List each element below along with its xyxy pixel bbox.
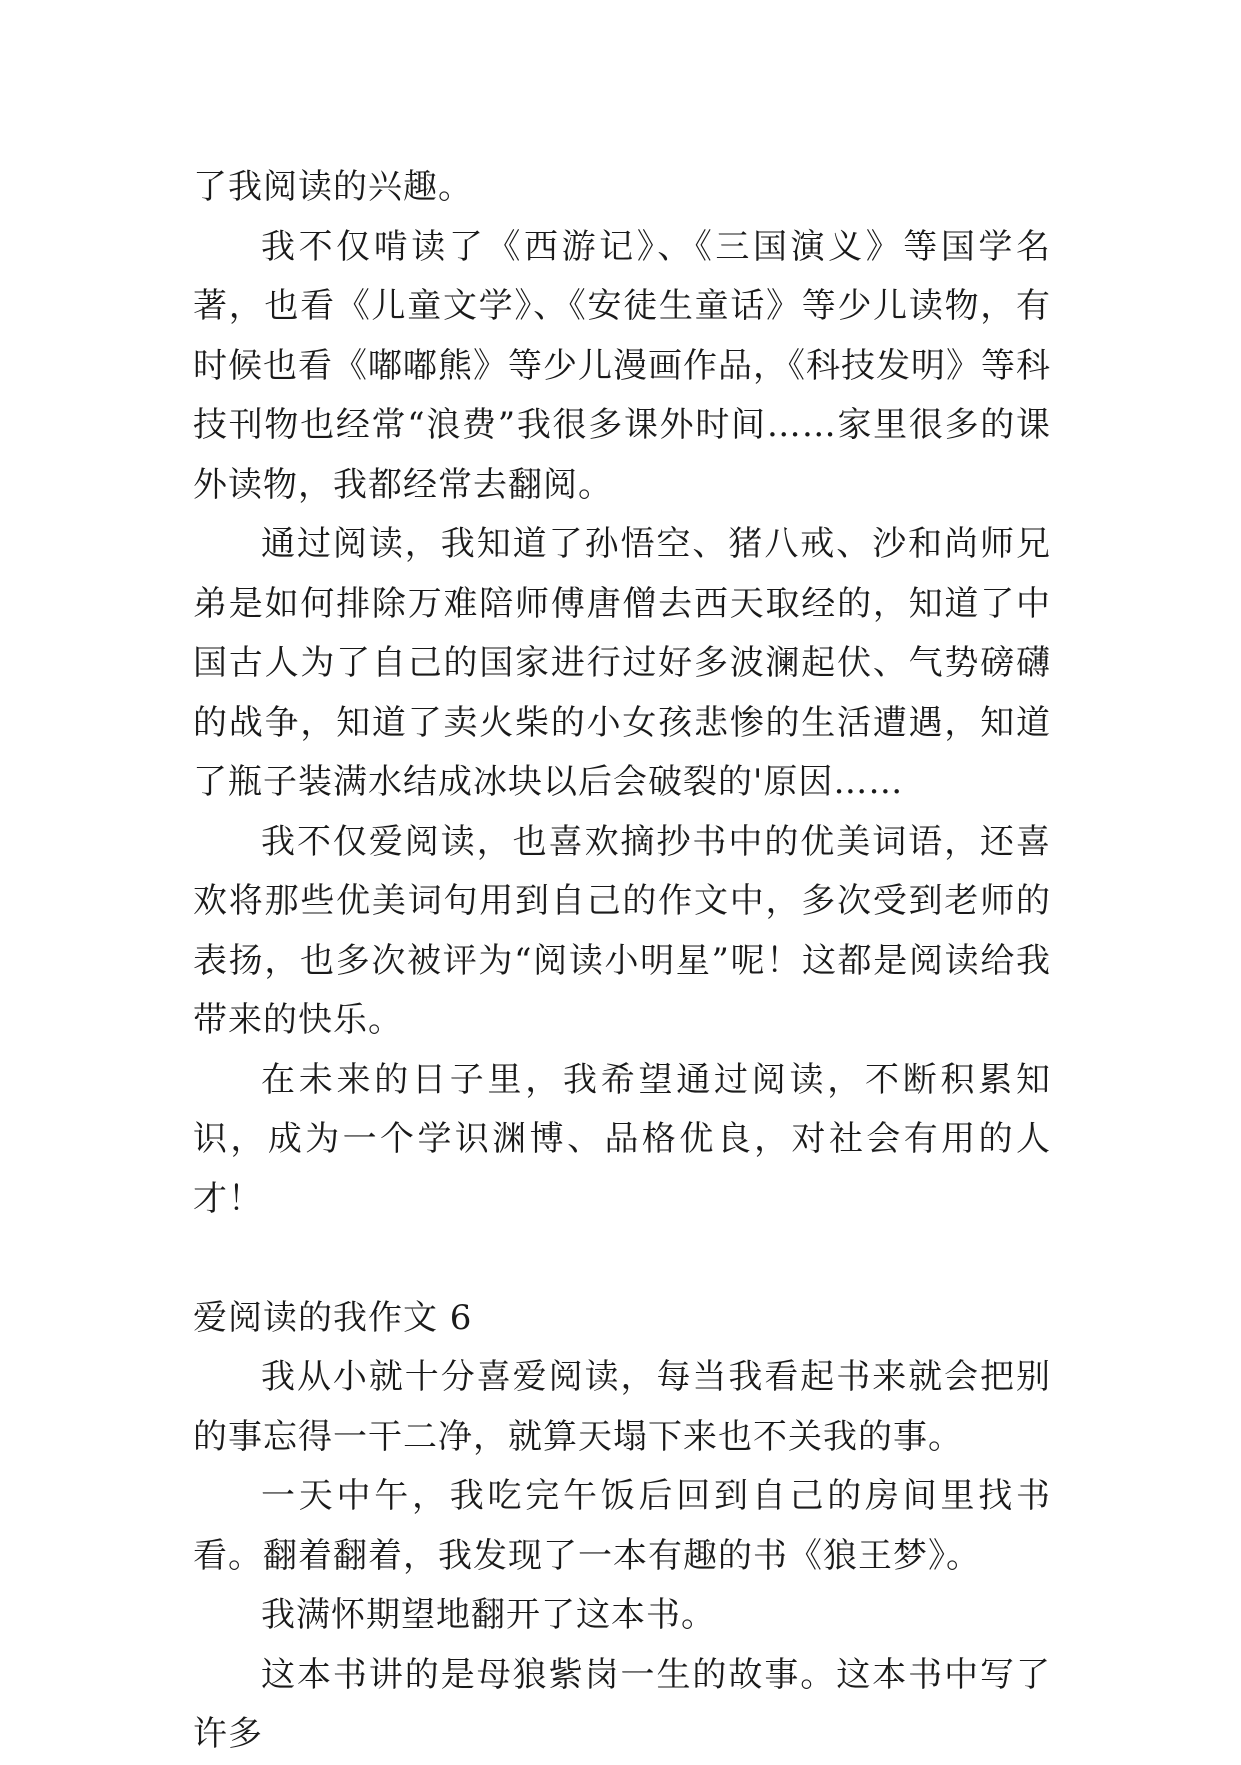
blank-line <box>193 1229 1051 1289</box>
paragraph: 我不仅爱阅读，也喜欢摘抄书中的优美词语，还喜欢将那些优美词句用到自己的作文中，多次受到老师的表扬，也多次被评为“阅读小明星”呢！这都是阅读给我带来的快乐。 <box>193 821 1051 1040</box>
paragraph: 我不仅啃读了《西游记》、《三国演义》等国学名著，也看《儿童文学》、《安徒生童话》等少儿读物，有时候也看《嘟嘟熊》等少儿漫画作品，《科技发明》等科技刊物也经常“浪费”我很多课外时间……家里很多的课外读物，我都经常去翻阅。 <box>193 226 1051 505</box>
paragraph: 我从小就十分喜爱阅读，每当我看起书来就会把别的事忘得一干二净，就算天塌下来也不关我的事。 <box>193 1357 1051 1457</box>
paragraph: 通过阅读，我知道了孙悟空、猪八戒、沙和尚师兄弟是如何排除万难陪师傅唐僧去西天取经的，知道了中国古人为了自己的国家进行过好多波澜起伏、气势磅礴的战争，知道了卖火柴的小女孩悲惨的生活遭遇，知道了瓶子装满水结成冰块以后会破裂的'原因…… <box>193 524 1051 802</box>
paragraph: 一天中午，我吃完午饭后回到自己的房间里找书看。翻着翻着，我发现了一本有趣的书《狼王梦》。 <box>193 1476 1051 1576</box>
paragraph: 我满怀期望地翻开了这本书。 <box>261 1595 716 1635</box>
paragraph: 在未来的日子里，我希望通过阅读，不断积累知识，成为一个学识渊博、品格优良，对社会有用的人才！ <box>193 1059 1051 1219</box>
paragraph: 这本书讲的是母狼紫岗一生的故事。这本书中写了许多 <box>193 1654 1051 1754</box>
paragraph-continuation: 了我阅读的兴趣。 <box>193 167 473 207</box>
section-title: 爱阅读的我作文 6 <box>193 1297 473 1338</box>
document-body <box>193 158 1051 1765</box>
